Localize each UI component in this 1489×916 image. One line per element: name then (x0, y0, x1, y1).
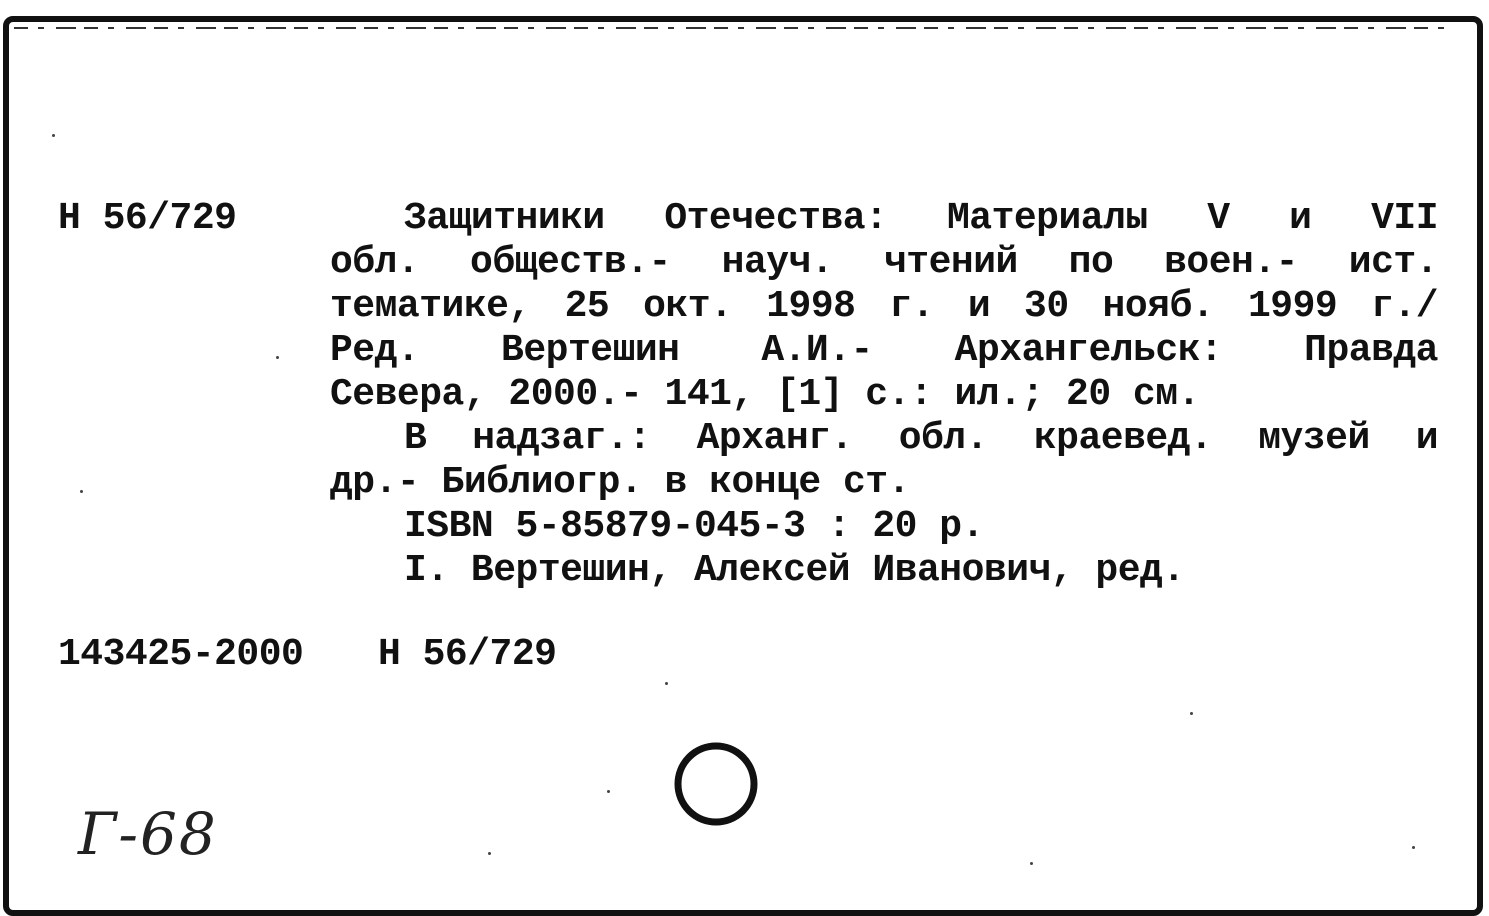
notes-line-1: В надзаг.: Арханг. обл. краевед. музей и (404, 417, 1438, 460)
scan-speck (488, 852, 491, 855)
scan-speck (1412, 846, 1415, 849)
isbn: ISBN 5-85879-045-3 : 20 р. (404, 505, 984, 548)
scan-speck (80, 490, 83, 493)
scan-speck (665, 682, 668, 685)
title-line-1: Защитники Отечества: Материалы V и VII (404, 197, 1438, 240)
scan-speck (276, 356, 279, 359)
title-line-5: Севера, 2000.- 141, [1] с.: ил.; 20 см. (330, 373, 1200, 416)
scan-speck (52, 134, 55, 137)
punch-hole-icon (674, 742, 758, 826)
scan-speck (607, 790, 610, 793)
scan-speck (1030, 862, 1033, 865)
title-line-2: обл. обществ.- науч. чтений по воен.- ист. (330, 241, 1438, 284)
scan-speck (1190, 712, 1193, 715)
footer-call-number: Н 56/729 (378, 633, 557, 676)
title-line-4: Ред. Вертешин А.И.- Архангельск: Правда (330, 329, 1438, 372)
handwritten-shelf-mark: Г-68 (78, 800, 218, 868)
call-number: Н 56/729 (58, 197, 237, 240)
top-dashed-rule (14, 26, 1454, 30)
notes-line-2: др.- Библиогр. в конце ст. (330, 461, 910, 504)
accession-number: 143425-2000 (58, 633, 304, 676)
added-entry: I. Вертешин, Алексей Иванович, ред. (404, 549, 1185, 592)
title-line-3: тематике, 25 окт. 1998 г. и 30 нояб. 1999 г./ (330, 285, 1438, 328)
